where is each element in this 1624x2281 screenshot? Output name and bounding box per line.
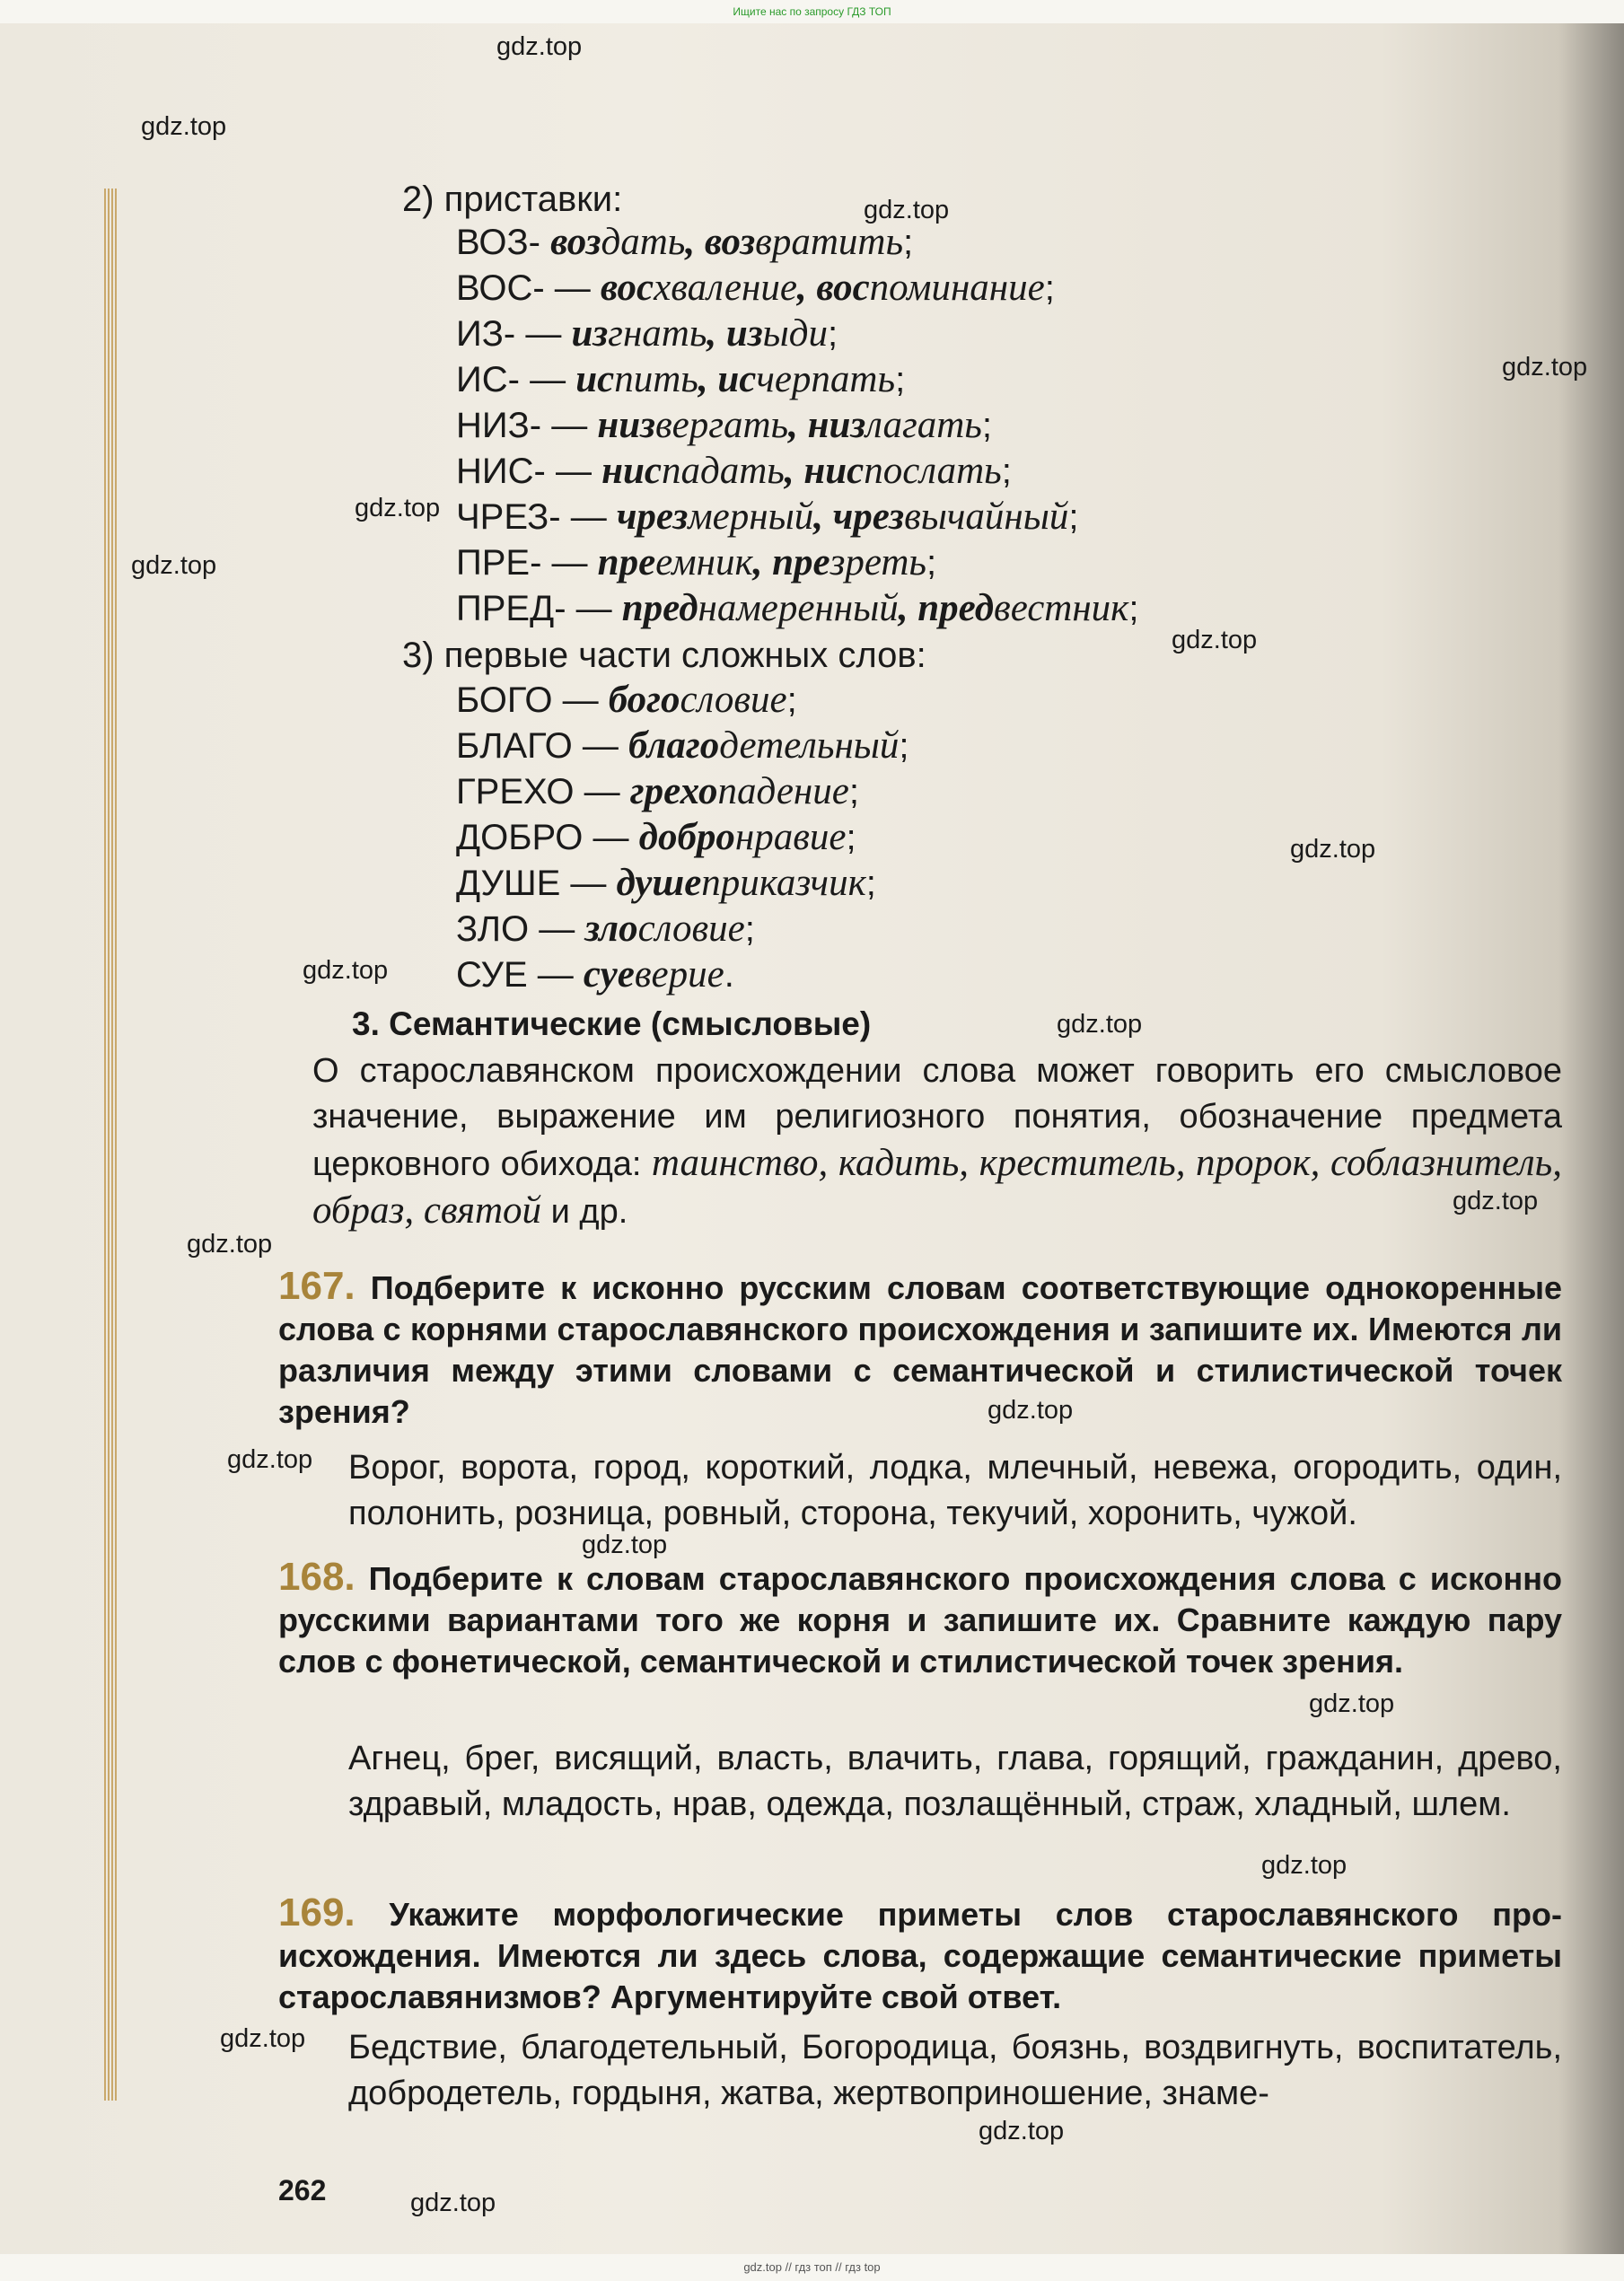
example-word <box>705 221 903 263</box>
example-prefix: нис <box>601 450 662 492</box>
example-root: верие <box>634 953 724 996</box>
prefix: ИС- <box>456 360 520 399</box>
example-root: детельный <box>719 724 900 767</box>
watermark: gdz.top <box>1309 1689 1395 1718</box>
example-prefix: низ <box>597 404 655 446</box>
example-prefix: из <box>571 312 609 355</box>
task-167-words: Ворог, ворота, город, короткий, лодка, млечный, невежа, огородить, один, полонить, розница, ровный, сторона, текучий, хоронить, чужой. <box>348 1449 1562 1532</box>
watermark: gdz.top <box>979 2117 1065 2145</box>
watermark: gdz.top <box>355 494 441 522</box>
example-root: словие <box>637 908 745 950</box>
prefix: ЧРЕЗ- <box>456 497 561 537</box>
example-prefix: вос <box>600 267 654 309</box>
separator: , <box>707 312 726 355</box>
watermark: gdz.top <box>303 956 389 985</box>
semantic-paragraph <box>312 1048 1562 1235</box>
dash: — <box>560 864 617 903</box>
task-169-words: Бедствие, благодетельный, Богородица, боязнь, воздвигнуть, воспитатель, добродетель, гордыня, жатва, жертвоприношение, знаме- <box>348 2029 1562 2112</box>
compound-part: БОГО <box>456 680 553 720</box>
example-prefix: вос <box>816 267 870 309</box>
dash: — <box>529 909 585 949</box>
watermark: gdz.top <box>582 1531 668 1559</box>
compound-part: БЛАГО <box>456 726 573 766</box>
example-word <box>571 312 707 355</box>
compound-line <box>456 862 876 905</box>
example-prefix: благо <box>628 724 720 767</box>
example-word <box>575 358 698 400</box>
page-number: 262 <box>278 2174 327 2206</box>
prefix-line <box>456 312 838 355</box>
separator: , <box>898 587 918 629</box>
line-end: ; <box>848 772 859 812</box>
separator: , <box>796 267 817 309</box>
example-root: словие <box>680 679 787 721</box>
prefix: ПРЕ- <box>456 543 542 583</box>
example-root: приказчик <box>701 862 866 904</box>
example-prefix: воз <box>704 221 756 263</box>
example-prefix: пред <box>917 587 995 629</box>
dash: — <box>583 818 639 857</box>
example-root: нравие <box>734 816 847 858</box>
line-end: ; <box>786 680 797 720</box>
prefix: НИС- <box>456 452 546 491</box>
dash: — <box>541 406 598 445</box>
watermark: gdz.top <box>1261 1851 1347 1880</box>
watermark: gdz.top <box>187 1230 273 1259</box>
dash: — <box>574 772 630 812</box>
example-prefix: бого <box>608 679 680 721</box>
example-root: хваление <box>654 267 797 309</box>
prefix-line <box>456 267 1055 310</box>
line-end: ; <box>1068 497 1079 537</box>
prefix-line <box>456 358 905 401</box>
example-root: дать <box>601 221 686 263</box>
example-prefix: душе <box>616 862 702 904</box>
prefix: ПРЕД- <box>456 589 566 628</box>
watermark: gdz.top <box>1057 1010 1143 1039</box>
line-end: ; <box>827 314 838 354</box>
example-word <box>584 953 724 996</box>
line-end: ; <box>981 406 992 445</box>
example-root: вычайный <box>904 496 1069 538</box>
compound-line <box>456 816 856 859</box>
separator: , <box>788 404 808 446</box>
separator: , <box>685 221 705 263</box>
example-root: вратить <box>755 221 904 263</box>
task-text: Укажите морфологические приметы слов старославянского происхождения. Имеются ли здесь слова, содержащие семантические приметы старославянизмов? Аргументируйте свой ответ. <box>278 1896 1562 2015</box>
example-root: поминание <box>869 267 1045 309</box>
example-root: вергать <box>654 404 789 446</box>
dash: — <box>544 268 601 308</box>
line-end: ; <box>744 909 755 949</box>
example-word <box>617 496 813 538</box>
dash: — <box>519 360 576 399</box>
line-end: ; <box>903 223 914 262</box>
dash <box>540 223 550 262</box>
example-root: послать <box>864 450 1002 492</box>
example-word <box>833 496 1069 538</box>
example-prefix: нис <box>803 450 865 492</box>
example-word <box>622 587 899 629</box>
separator: , <box>813 496 833 538</box>
prefix-list-label: 2) приставки: <box>402 180 623 219</box>
prefix-line <box>456 404 992 447</box>
prefix: НИЗ- <box>456 406 542 445</box>
compound-line <box>456 724 909 768</box>
watermark: gdz.top <box>410 2189 496 2217</box>
dash: — <box>566 589 622 628</box>
compound-part: ДОБРО <box>456 818 584 857</box>
line-end: ; <box>865 864 876 903</box>
example-prefix: из <box>725 312 763 355</box>
example-prefix: пре <box>772 541 830 583</box>
example-word <box>597 404 788 446</box>
example-prefix: низ <box>807 404 866 446</box>
line-end: ; <box>926 543 937 583</box>
compound-part: ЗЛО <box>456 909 530 949</box>
compound-part: ДУШЕ <box>456 864 561 903</box>
example-word <box>808 404 982 446</box>
prefix: ВОС- <box>456 268 545 308</box>
example-word <box>917 587 1128 629</box>
task-number: 167. <box>278 1264 356 1308</box>
dash: — <box>545 452 602 491</box>
semantic-text: О старославянском происхождении слова может говорить его смысловое значение, выражение им религиозного понятия, обозначение предмета церковного обихода: <box>312 1052 1562 1183</box>
task-167-prompt <box>278 1266 1562 1433</box>
line-end: ; <box>1001 452 1012 491</box>
watermark: gdz.top <box>864 196 950 224</box>
task-168-words: Агнец, брег, висящий, власть, влачить, глава, горящий, гражданин, древо, здравый, младость, нрав, одежда, позлащённый, страж, хладный, шлем. <box>348 1740 1562 1823</box>
compound-part: ГРЕХО <box>456 772 575 812</box>
watermark: gdz.top <box>496 32 583 61</box>
example-root: намеренный <box>698 587 899 629</box>
example-root: лагать <box>865 404 982 446</box>
watermark: gdz.top <box>220 2024 306 2053</box>
prefix-line <box>456 450 1012 493</box>
line-end: ; <box>899 726 909 766</box>
example-root: зреть <box>830 541 926 583</box>
watermark: gdz.top <box>1290 835 1376 864</box>
bottom-banner[interactable]: gdz.top // гдз топ // гдз top <box>0 2254 1624 2281</box>
example-prefix: чрез <box>616 496 689 538</box>
prefix: ВОЗ- <box>456 223 540 262</box>
margin-decoration <box>104 189 117 2101</box>
dash: — <box>572 726 628 766</box>
line-end: . <box>724 955 734 995</box>
task-number: 169. <box>278 1891 356 1934</box>
example-word <box>772 541 926 583</box>
separator: , <box>752 541 773 583</box>
dash: — <box>515 314 572 354</box>
separator: , <box>698 358 718 400</box>
semantic-examples: таинство, кадить, креститель, пророк, соблазнитель, образ, святой <box>312 1142 1563 1232</box>
example-root: падать <box>661 450 785 492</box>
example-root: мерный <box>688 496 814 538</box>
example-word <box>601 450 785 492</box>
bleed-through-text <box>287 180 295 215</box>
compound-line <box>456 679 797 722</box>
line-end: ; <box>1128 589 1139 628</box>
example-word <box>628 724 899 767</box>
watermark: gdz.top <box>131 551 217 580</box>
line-end: ; <box>1044 268 1055 308</box>
compound-list-label: 3) первые части сложных слов: <box>402 636 926 675</box>
example-prefix: ис <box>575 358 615 400</box>
task-168-prompt <box>278 1557 1562 1682</box>
example-prefix: воз <box>550 221 601 263</box>
example-prefix: пред <box>621 587 698 629</box>
line-end: ; <box>895 360 906 399</box>
prefix-line <box>456 587 1138 630</box>
watermark: gdz.top <box>1502 353 1588 382</box>
watermark: gdz.top <box>227 1445 313 1474</box>
example-word <box>630 770 849 812</box>
compound-line <box>456 953 734 996</box>
example-word <box>639 816 847 858</box>
watermark: gdz.top <box>1453 1187 1539 1215</box>
example-root: падение <box>717 770 849 812</box>
example-word <box>717 358 895 400</box>
watermark: gdz.top <box>1172 626 1258 654</box>
semantic-heading: 3. Семантические (смысловые) <box>352 1005 872 1042</box>
dash: — <box>560 497 617 537</box>
task-text: Подберите к исконно русским словам соответствующие однокоренные слова с корнями старославянского происхождения и запишите их. Имеются ли различия между этими словами с семантической и стилистической точек зрения? <box>278 1269 1562 1430</box>
example-word <box>726 312 828 355</box>
dash: — <box>552 680 609 720</box>
prefix-line <box>456 496 1078 539</box>
prefix-line <box>456 541 936 584</box>
example-word <box>601 267 797 309</box>
semantic-end: и др. <box>541 1193 628 1231</box>
dash: — <box>541 543 598 583</box>
example-word <box>816 267 1044 309</box>
example-root: емник <box>655 541 753 583</box>
example-word <box>550 221 685 263</box>
separator: , <box>784 450 804 492</box>
prefix: ИЗ- <box>456 314 516 354</box>
example-prefix: суе <box>583 953 635 996</box>
compound-line <box>456 770 859 813</box>
example-root: ыди <box>762 312 828 355</box>
example-root: гнать <box>608 312 707 355</box>
task-text: Подберите к словам старославянского происхождения слова с исконно русскими вариантами того же корня и запишите их. Сравните каждую пару слов с фонетической, семантической и стилистической точек зрения. <box>278 1560 1562 1680</box>
example-prefix: пре <box>597 541 656 583</box>
example-prefix: добро <box>638 816 735 858</box>
example-prefix: ис <box>717 358 757 400</box>
line-end: ; <box>846 818 856 857</box>
watermark: gdz.top <box>141 112 227 141</box>
example-word <box>584 908 744 950</box>
example-root: вестник <box>994 587 1129 629</box>
example-word <box>609 679 787 721</box>
top-banner[interactable]: Ищите нас по запросу ГДЗ ТОП <box>0 0 1624 23</box>
task-number: 168. <box>278 1555 356 1599</box>
example-root: пить <box>614 358 698 400</box>
dash: — <box>527 955 584 995</box>
compound-part: СУЕ <box>456 955 528 995</box>
example-word <box>617 862 866 904</box>
watermark: gdz.top <box>988 1396 1074 1425</box>
compound-line <box>456 908 755 951</box>
task-169-prompt <box>278 1892 1562 2018</box>
example-prefix: зло <box>584 908 638 950</box>
example-word <box>598 541 753 583</box>
example-prefix: чрез <box>832 496 905 538</box>
example-prefix: грехо <box>629 770 718 812</box>
example-root: черпать <box>756 358 896 400</box>
prefix-line <box>456 221 913 264</box>
example-word <box>803 450 1001 492</box>
